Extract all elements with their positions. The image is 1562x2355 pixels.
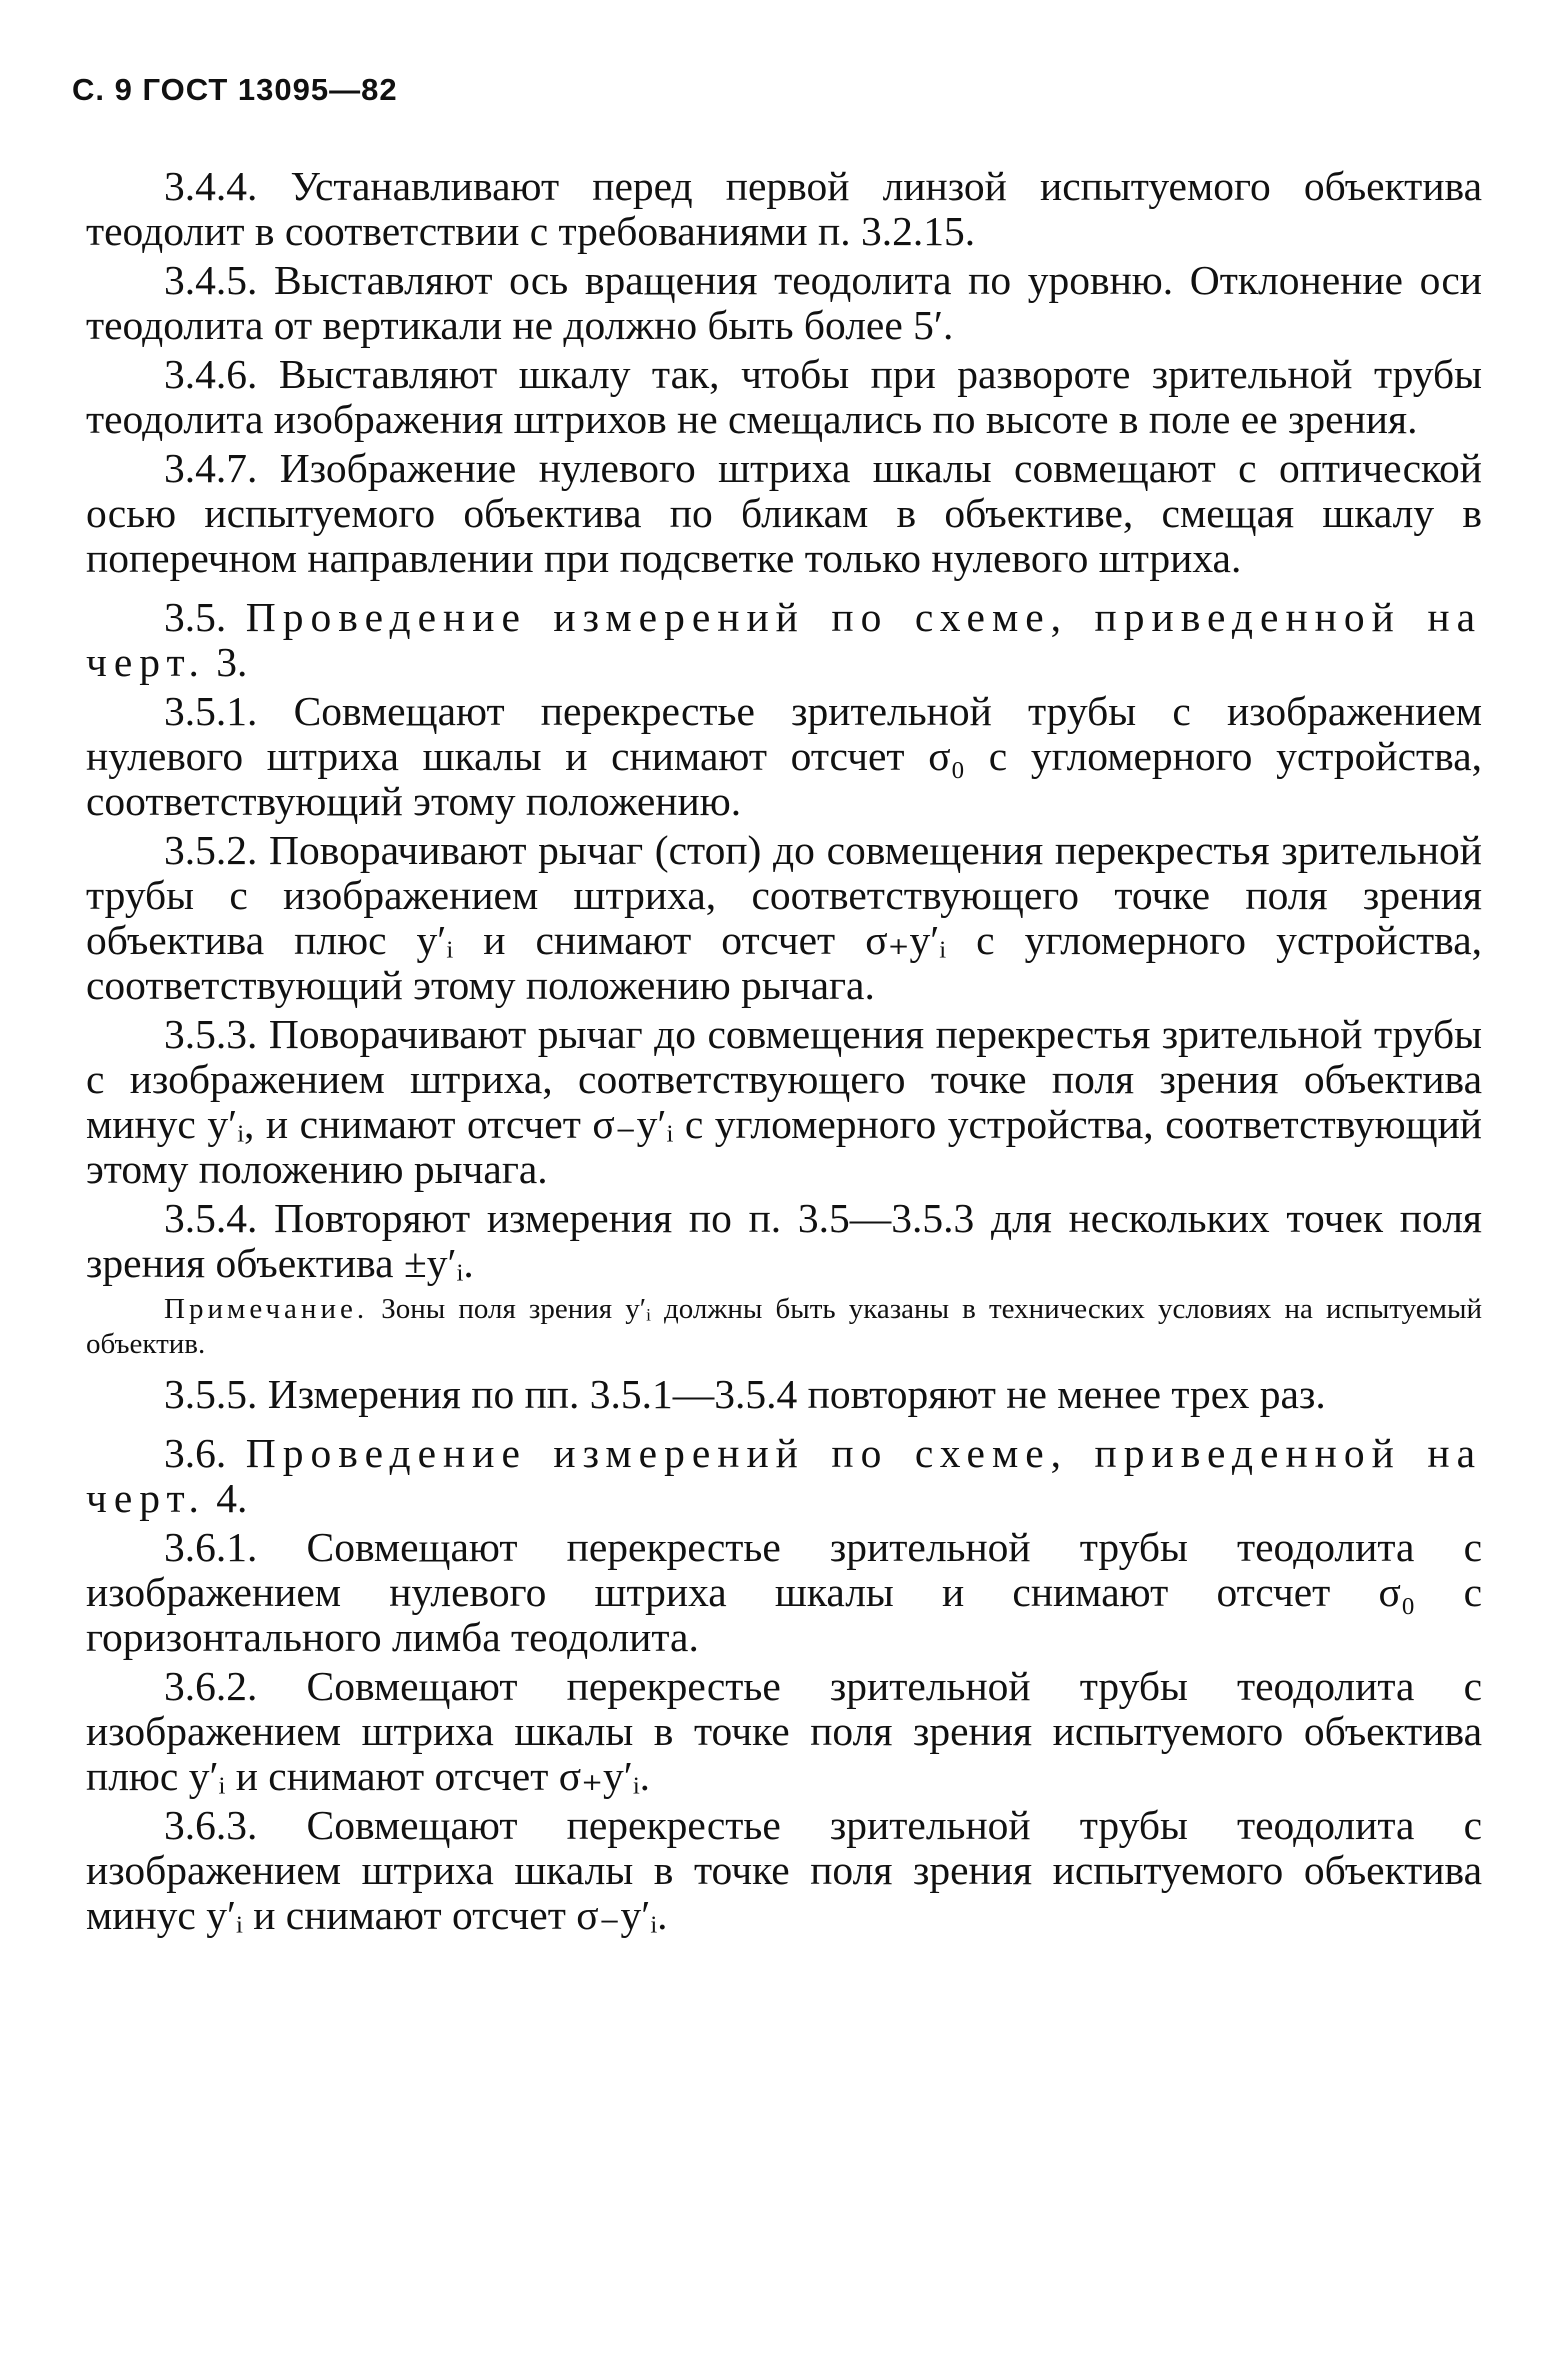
note-label: Примечание.	[164, 1293, 369, 1325]
document-body	[86, 164, 1482, 1942]
clause-3-4-6	[86, 352, 1482, 442]
clause-number: 3.5.5.	[164, 1371, 258, 1417]
clause-3-4-7	[86, 446, 1482, 581]
clause-text: Повторяют измерения по п. 3.5—3.5.3 для нескольких точек поля зрения объектива ±y′ᵢ.	[86, 1195, 1483, 1286]
section-number: 3.6.	[164, 1430, 227, 1476]
clause-3-5-5	[86, 1372, 1482, 1417]
clause-3-5-1	[86, 689, 1482, 824]
clause-text: Поворачивают рычаг (стоп) до совмещения перекрестья зрительной трубы с изображением штриха, соответствующего точке поля зрения объектива плюс y′ᵢ и снимают отсчет σ₊y′ᵢ с угломерного устройства, соответствующий этому положению рычага.	[86, 827, 1482, 1008]
clause-number: 3.6.3.	[164, 1802, 258, 1848]
clause-3-4-5	[86, 258, 1482, 348]
clause-text: Выставляют ось вращения теодолита по уровню. Отклонение оси теодолита от вертикали не должно быть более 5′.	[86, 257, 1482, 348]
clause-text: Совмещают перекрестье зрительной трубы теодолита с изображением штриха шкалы в точке поля зрения испытуемого объектива плюс y′ᵢ и снимают отсчет σ₊y′ᵢ.	[86, 1663, 1482, 1799]
clause-text: Выставляют шкалу так, чтобы при развороте зрительной трубы теодолита изображения штрихов не смещались по высоте в поле ее зрения.	[86, 351, 1483, 442]
section-heading-3-5	[86, 595, 1482, 685]
page-header: С. 9 ГОСТ 13095—82	[72, 72, 398, 107]
section-title-tail: 3.	[216, 639, 248, 685]
note-text: Зоны поля зрения y′ᵢ должны быть указаны в технических условиях на испытуемый объектив.	[86, 1293, 1482, 1360]
clause-number: 3.5.2.	[164, 827, 258, 873]
clause-text: Совмещают перекрестье зрительной трубы теодолита с изображением нулевого штриха шкалы и снимают отсчет σ₀ с горизонтального лимба теодолита.	[86, 1524, 1482, 1660]
clause-3-5-3	[86, 1012, 1482, 1192]
clause-3-6-3	[86, 1803, 1482, 1938]
clause-number: 3.5.3.	[164, 1011, 258, 1057]
clause-number: 3.4.7.	[164, 445, 258, 491]
section-number: 3.5.	[164, 594, 227, 640]
clause-number: 3.4.4.	[164, 163, 258, 209]
section-title-tail: 4.	[216, 1475, 248, 1521]
clause-text: Устанавливают перед первой линзой испытуемого объектива теодолит в соответствии с требованиями п. 3.2.15.	[86, 163, 1482, 254]
clause-3-4-4	[86, 164, 1482, 254]
clause-3-5-4	[86, 1196, 1482, 1286]
section-title: Проведение измерений по схеме, приведенной на черт.	[86, 594, 1483, 685]
clause-text: Измерения по пп. 3.5.1—3.5.4 повторяют не менее трех раз.	[267, 1371, 1326, 1417]
section-title: Проведение измерений по схеме, приведенной на черт.	[86, 1430, 1483, 1521]
clause-number: 3.6.1.	[164, 1524, 258, 1570]
section-heading-3-6	[86, 1431, 1482, 1521]
clause-text: Поворачивают рычаг до совмещения перекрестья зрительной трубы с изображением штриха, соответствующего точке поля зрения объектива минус y′ᵢ, и снимают отсчет σ₋y′ᵢ с угломерного устройства, соответствующий этому положению рычага.	[86, 1011, 1482, 1192]
clause-number: 3.4.5.	[164, 257, 258, 303]
clause-text: Совмещают перекрестье зрительной трубы теодолита с изображением штриха шкалы в точке поля зрения испытуемого объектива минус y′ᵢ и снимают отсчет σ₋y′ᵢ.	[86, 1802, 1482, 1938]
clause-3-5-2	[86, 828, 1482, 1008]
note	[86, 1292, 1482, 1362]
clause-text: Совмещают перекрестье зрительной трубы с изображением нулевого штриха шкалы и снимают отсчет σ₀ с угломерного устройства, соответствующий этому положению.	[86, 688, 1483, 824]
clause-number: 3.5.1.	[164, 688, 258, 734]
clause-number: 3.6.2.	[164, 1663, 258, 1709]
clause-number: 3.5.4.	[164, 1195, 258, 1241]
clause-text: Изображение нулевого штриха шкалы совмещают с оптической осью испытуемого объектива по бликам в объективе, смещая шкалу в поперечном направлении при подсветке только нулевого штриха.	[86, 445, 1482, 581]
clause-number: 3.4.6.	[164, 351, 258, 397]
clause-3-6-1	[86, 1525, 1482, 1660]
clause-3-6-2	[86, 1664, 1482, 1799]
